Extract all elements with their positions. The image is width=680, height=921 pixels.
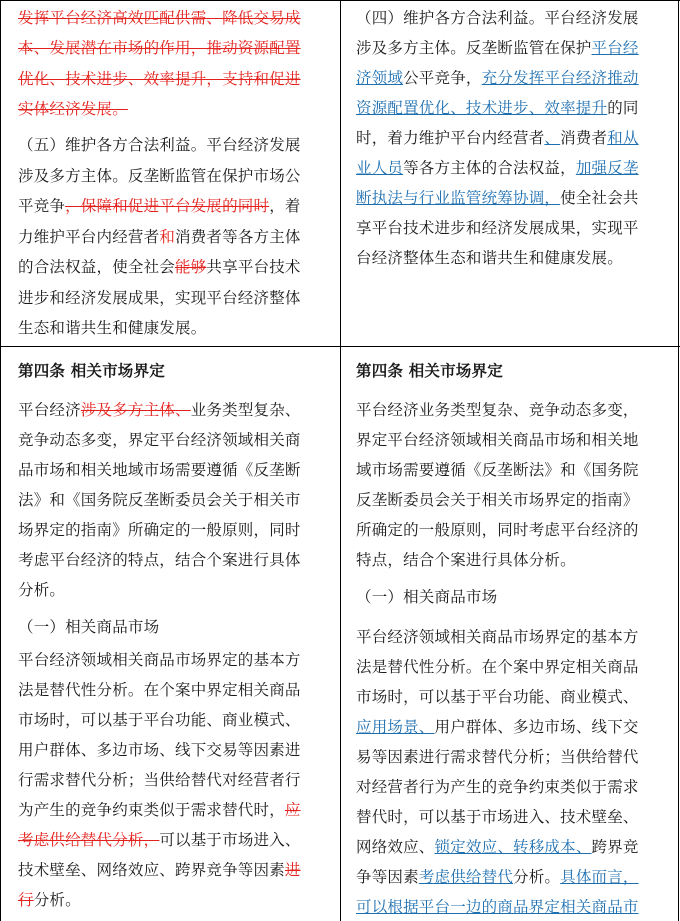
text-run: 共享平台技术: [206, 258, 301, 276]
inserted-text: 、: [544, 129, 561, 147]
left-article4-para1-line: [18, 580, 65, 600]
left-item-5-line: [18, 196, 301, 216]
text-run: ，着: [269, 197, 301, 215]
right-article4-para2-line: [356, 897, 639, 917]
right-item-4-line: [356, 38, 639, 58]
inserted-text: 济领域: [356, 69, 404, 87]
right-article4-para2-line: [356, 717, 639, 737]
right-item-4-line: [356, 158, 639, 178]
right-article4-para1-line: [356, 460, 639, 480]
text-run: 所确定的一般原则，同时考虑平台经济的: [356, 521, 639, 539]
inserted-text: 加强反垄: [575, 159, 639, 177]
text-run: 行需求替代分析；当供给替代对经营者行: [18, 771, 301, 789]
left-article4-para1-line: [18, 550, 301, 570]
text-run: 网络效应、: [356, 838, 435, 856]
deleted-text: 考虑供给替代分析，: [18, 831, 160, 849]
left-article4-heading: 第四条 相关市场界定: [18, 362, 165, 380]
text-run: 的同: [607, 99, 639, 117]
left-item-5-line: [18, 318, 206, 338]
deleted-text: 实体经济发展。: [18, 99, 128, 118]
right-article4-para2-line: [356, 687, 639, 707]
deleted-text: 发挥平台经济高效匹配供需、降低交易成: [18, 9, 301, 27]
revised-text: 和: [159, 227, 176, 246]
left-top-continuation-line: [18, 8, 301, 28]
deleted-text: 能够: [175, 258, 207, 276]
text-run: 平竞争: [18, 197, 66, 215]
right-item-4-line: [356, 248, 623, 268]
text-run: 特点，结合个案进行具体分析。: [356, 551, 576, 569]
text-run: 享平台技术进步和经济发展成果，实现平: [356, 219, 639, 237]
text-run: （五）维护各方合法利益。平台经济发展: [18, 136, 301, 154]
inserted-text: 锁定效应、转移成本、: [434, 838, 592, 856]
deleted-text: 应: [284, 801, 301, 819]
text-run: 易等因素进行需求替代分析；当供给替代: [356, 748, 639, 766]
cell-right-bottom: [341, 347, 678, 921]
inserted-text: 具体而言，: [560, 868, 639, 886]
left-item-5-line: [18, 135, 301, 155]
left-article4-para1-line: [18, 460, 301, 480]
inserted-text: 断执法与行业监管统筹协调，: [356, 189, 561, 207]
right-subheading-product-market: （一）相关商品市场: [356, 588, 498, 606]
text-run: 为产生的竞争约束类似于需求替代时，: [18, 801, 285, 819]
right-article4-para1-line: [356, 520, 639, 540]
table-border-right: [678, 0, 679, 921]
left-article4-para2-line: [18, 800, 301, 820]
inserted-text: 考虑供给替代: [418, 868, 514, 886]
text-run: 涉及多方主体。反垄断监管在保护: [356, 39, 592, 57]
left-article4-para2-line: [18, 740, 301, 760]
left-item-5-line: [18, 257, 301, 277]
text-run: 品市场和相关地域市场需要遵循《反垄断: [18, 461, 301, 479]
right-article4-para2-line: [356, 657, 639, 677]
text-run: 台经济整体生态和谐共生和健康发展。: [356, 249, 623, 267]
deleted-text: 涉及多方主体、: [80, 401, 191, 419]
right-item-4-line: [356, 218, 639, 238]
inserted-text: 和从: [607, 129, 639, 147]
left-subheading-product-market: （一）相关商品市场: [18, 618, 160, 636]
text-run: 的合法权益，使全社会: [18, 258, 176, 276]
right-article4-para1-line: [356, 430, 639, 450]
inserted-text: 应用场景、: [356, 718, 435, 736]
deleted-text: 进: [284, 861, 301, 879]
text-run: 对经营者行为产生的竞争约束类似于需求: [356, 778, 639, 796]
inserted-text: 资源配置优化、技术进步、效率提升: [356, 99, 608, 117]
text-run: 生态和谐共生和健康发展。: [18, 319, 207, 337]
text-run: 域市场需要遵循《反垄断法》和《国务院: [356, 461, 639, 479]
text-run: 平台经济领域相关商品市场界定的基本方: [356, 628, 639, 646]
inserted-text: 可以根据平台一边的商品界定相关商品市: [356, 898, 639, 916]
left-article4-para1-line: [18, 520, 301, 540]
text-run: 用户群体、多边市场、线下交: [434, 718, 639, 736]
right-article4-para2-line: [356, 627, 639, 647]
inserted-text: 充分发挥平台经济推动: [481, 69, 639, 87]
text-run: 力维护平台内经营者: [18, 227, 160, 246]
left-top-continuation-line: [18, 69, 301, 89]
text-run: 时，着力维护平台内经营者: [356, 129, 545, 147]
left-article4-para2-line: [18, 890, 81, 910]
left-article4-para1-line: [18, 490, 301, 510]
text-run: 分析。: [513, 868, 561, 886]
text-run: 市场时，可以基于平台功能、商业模式、: [18, 711, 301, 729]
text-run: 使全社会共: [560, 189, 639, 207]
right-item-4-line: [356, 128, 639, 148]
inserted-text: 业人员: [356, 159, 404, 177]
right-item-4-line: [356, 68, 639, 88]
right-article4-para2-line: [356, 777, 639, 797]
text-run: 争等因素: [356, 868, 419, 886]
text-run: 进步和经济发展成果，实现平台经济整体: [18, 288, 301, 307]
text-run: 替代时，可以基于市场进入、技术壁垒、: [356, 808, 639, 826]
cell-left-top: [1, 1, 340, 346]
right-article4-para1-line: [356, 550, 576, 570]
right-article4-para1-line: [356, 490, 639, 510]
right-article4-para1-line: [356, 400, 639, 420]
right-article4-para2-line: [356, 837, 639, 857]
left-article4-para2-line: [18, 770, 301, 790]
text-run: 用户群体、多边市场、线下交易等因素进: [18, 741, 301, 759]
left-article4-para1-line: [18, 430, 301, 450]
text-run: 考虑平台经济的特点，结合个案进行具体: [18, 551, 301, 569]
inserted-text: 平台经: [591, 39, 639, 57]
left-article4-para1-line: [18, 400, 301, 420]
text-run: 分析。: [33, 891, 81, 909]
right-item-4-line: [356, 98, 639, 118]
left-article4-para2-line: [18, 860, 301, 880]
text-run: 等各方主体的合法权益，: [403, 159, 576, 177]
text-run: 法是替代性分析。在个案中界定相关商品: [18, 681, 301, 699]
text-run: 可以基于市场进入、: [159, 831, 301, 849]
text-run: 市场时，可以基于平台功能、商业模式、: [356, 688, 639, 706]
right-item-4-line: [356, 8, 639, 28]
text-run: 公平竞争，: [403, 69, 482, 87]
left-item-5-line: [18, 288, 301, 308]
text-run: 技术壁垒、网络效应、跨界竞争等因素: [18, 861, 285, 879]
text-run: 法是替代性分析。在个案中界定相关商品: [356, 658, 639, 676]
right-article4-para2-line: [356, 867, 639, 887]
right-article4-para2-line: [356, 807, 639, 827]
deleted-text: 行: [18, 891, 34, 909]
cell-left-bottom: [1, 347, 340, 921]
text-run: （四）维护各方合法利益。平台经济发展: [356, 9, 639, 27]
left-article4-para2-line: [18, 650, 301, 670]
text-run: 竞争动态多变，界定平台经济领域相关商: [18, 431, 301, 449]
left-item-5-line: [18, 227, 301, 247]
text-run: 跨界竞: [591, 838, 639, 856]
text-run: 业务类型复杂、: [190, 401, 301, 419]
text-run: 平台经济业务类型复杂、竞争动态多变，: [356, 401, 639, 419]
text-run: 平台经济领域相关商品市场界定的基本方: [18, 651, 301, 669]
deleted-text: ，保障和促进平台发展的同时: [65, 197, 270, 215]
deleted-text: 优化、技术进步、效率提升，支持和促进: [18, 69, 301, 88]
text-run: 平台经济: [18, 401, 81, 419]
left-item-5-line: [18, 166, 301, 186]
left-top-continuation-line: [18, 38, 301, 58]
right-item-4-line: [356, 188, 639, 208]
text-run: 场界定的指南》所确定的一般原则，同时: [18, 521, 301, 539]
text-run: 反垄断委员会关于相关市场界定的指南》: [356, 491, 639, 509]
text-run: 分析。: [18, 581, 66, 599]
left-top-continuation-line: [18, 99, 128, 119]
left-article4-para2-line: [18, 830, 301, 850]
cell-right-top: [341, 1, 678, 346]
right-article4-heading: 第四条 相关市场界定: [356, 362, 503, 380]
text-run: 涉及多方主体。反垄断监管在保护市场公: [18, 166, 301, 185]
text-run: 消费者等各方主体: [175, 227, 301, 246]
text-run: 界定平台经济领域相关商品市场和相关地: [356, 431, 639, 449]
text-run: 法》和《国务院反垄断委员会关于相关市: [18, 491, 301, 509]
right-article4-para2-line: [356, 747, 639, 767]
text-run: 消费者: [560, 129, 608, 147]
deleted-text: 本、发展潜在市场的作用，推动资源配置: [18, 39, 301, 58]
left-article4-para2-line: [18, 710, 301, 730]
left-article4-para2-line: [18, 680, 301, 700]
